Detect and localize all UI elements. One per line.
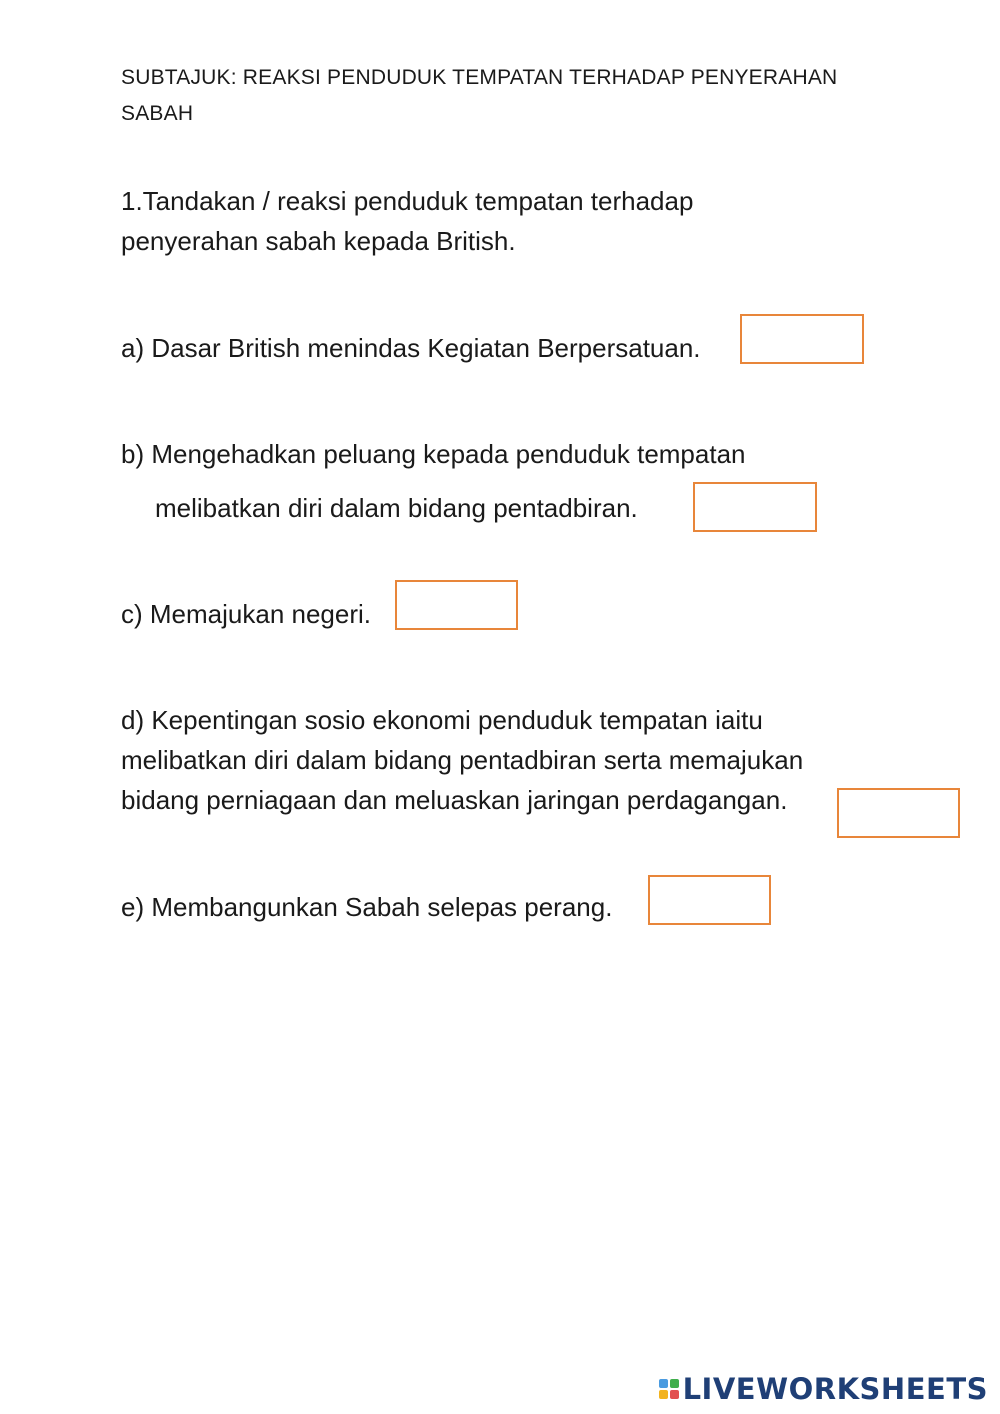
item-b-text-line1: b) Mengehadkan peluang kepada penduduk tempatan [121,439,746,469]
liveworksheets-logo-icon [659,1379,679,1399]
liveworksheets-brand-text: LIVEWORKSHEETS [682,1372,988,1406]
item-d-answer-box[interactable] [837,788,960,838]
item-b-text-line2: melibatkan diri dalam bidang pentadbiran. [155,493,638,523]
question-instruction: 1.Tandakan / reaksi penduduk tempatan terhadap penyerahan sabah kepada British. [121,186,694,256]
item-e-answer-box[interactable] [648,875,771,925]
item-e-text: e) Membangunkan Sabah selepas perang. [121,892,613,922]
item-d-text-line2: melibatkan diri dalam bidang pentadbiran serta memajukan [121,745,804,775]
liveworksheets-brand [659,1372,988,1406]
item-a-text: a) Dasar British menindas Kegiatan Berpersatuan. [121,333,701,363]
item-c-answer-box[interactable] [395,580,518,630]
item-b-answer-box[interactable] [693,482,817,532]
item-c-text: c) Memajukan negeri. [121,599,371,629]
worksheet-subtitle: SUBTAJUK: REAKSI PENDUDUK TEMPATAN TERHADAP PENYERAHAN SABAH [121,66,838,125]
item-d-text-line1: d) Kepentingan sosio ekonomi penduduk tempatan iaitu [121,705,763,735]
item-a-answer-box[interactable] [740,314,864,364]
item-d-text-line3: bidang perniagaan dan meluaskan jaringan perdagangan. [121,785,788,815]
